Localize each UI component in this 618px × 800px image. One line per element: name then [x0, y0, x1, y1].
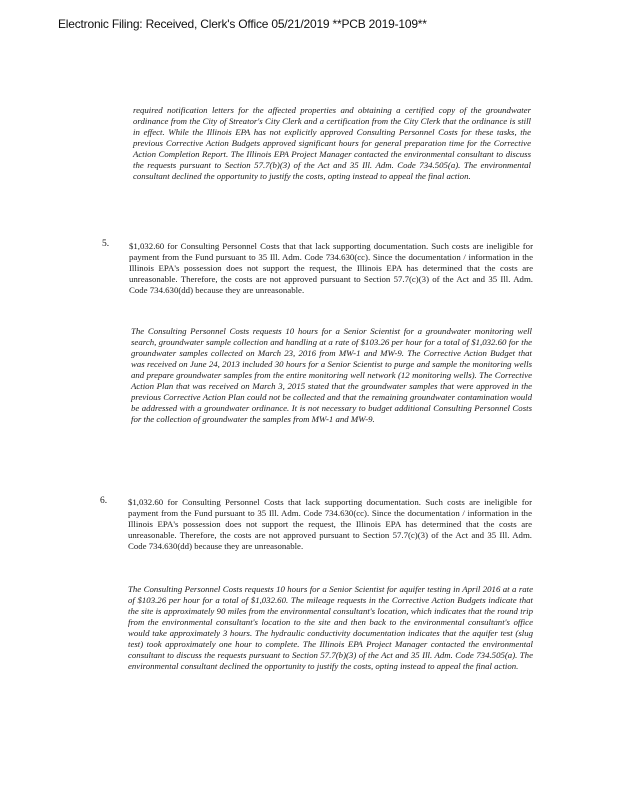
item-5-explanation: The Consulting Personnel Costs requests 10 hours for a Senior Scientist for a groundwater monitoring well search, groundwater sample collection and handling at a rate of $103.26 per hour for a total of $1,032.60 for the groundwater samples collected on March 23, 2016 from MW-1 and MW-9. The Corrective Action Budget that was received on June 24, 2013 included 30 hours for a Senior Scientist to purge and sample the monitoring wells and prepare groundwater samples from the entire monitoring well network (12 monitoring wells). The Corrective Action Plan that was received on March 3, 2015 stated that the groundwater samples that were approved in the previous Corrective Action Plan could not be collected and that the remaining groundwater contamination would be addressed with a groundwater ordinance. It is not necessary to budget additional Consulting Personnel Costs for the collection of groundwater the samples from MW-1 and MW-9. [131, 326, 532, 425]
item-5-text: $1,032.60 for Consulting Personnel Costs that that lack supporting documentation. Such costs are ineligible for payment from the Fund pursuant to 35 Ill. Adm. Code 734.630(cc). Since the documentation / information in the Illinois EPA's possession does not support the request, the Illinois EPA has determined that the costs are unreasonable. Therefore, the costs are not approved pursuant to Section 57.7(c)(3) of the Act and 35 Ill. Adm. Code 734.630(dd) because they are unreasonable. [129, 241, 533, 296]
item-6-text: $1,032.60 for Consulting Personnel Costs that lack supporting documentation. Such costs are ineligible for payment from the Fund pursuant to 35 Ill. Adm. Code 734.630(cc). Since the documentation / information in the Illinois EPA's possession does not support the request, the Illinois EPA has determined that the costs are unreasonable. Therefore, the costs are not approved pursuant to Section 57.7(c)(3) of the Act and 35 Ill. Adm. Code 734.630(dd) because they are unreasonable. [128, 497, 532, 552]
filing-stamp-header: Electronic Filing: Received, Clerk's Office 05/21/2019 **PCB 2019-109** [58, 17, 427, 31]
continuation-paragraph: required notification letters for the affected properties and obtaining a certified copy of the groundwater ordinance from the City of Streator's City Clerk and a certification from the City Clerk that the ordinance is still in effect. While the Illinois EPA has not explicitly approved Consulting Personnel Costs for these tasks, the previous Corrective Action Budgets approved significant hours for general preparation time for the Corrective Action Completion Report. The Illinois EPA Project Manager contacted the environmental consultant to discuss the requests pursuant to Section 57.7(b)(3) of the Act and 35 Ill. Adm. Code 734.505(a). The environmental consultant declined the opportunity to justify the costs, opting instead to appeal the final action. [133, 105, 531, 182]
item-5-number: 5. [102, 239, 110, 249]
item-6-number: 6. [100, 496, 108, 506]
item-6-explanation: The Consulting Personnel Costs requests 10 hours for a Senior Scientist for aquifer testing in April 2016 at a rate of $103.26 per hour for a total of $1,032.60. The mileage requests in the Corrective Action Budgets indicate that the site is approximately 90 miles from the environmental consultant's location, which indicates that the round trip from the environmental consultant's location to the site and then back to the environmental consultant's office would take approximately 3 hours. The hydraulic conductivity documentation indicates that the aquifer test (slug test) took approximately one hour to complete. The Illinois EPA Project Manager contacted the environmental consultant to discuss the requests pursuant to Section 57.7(b)(3) of the Act and 35 Ill. Adm. Code 734.505(a). The environmental consultant declined the opportunity to justify the costs, opting instead to appeal the final action. [128, 584, 533, 672]
